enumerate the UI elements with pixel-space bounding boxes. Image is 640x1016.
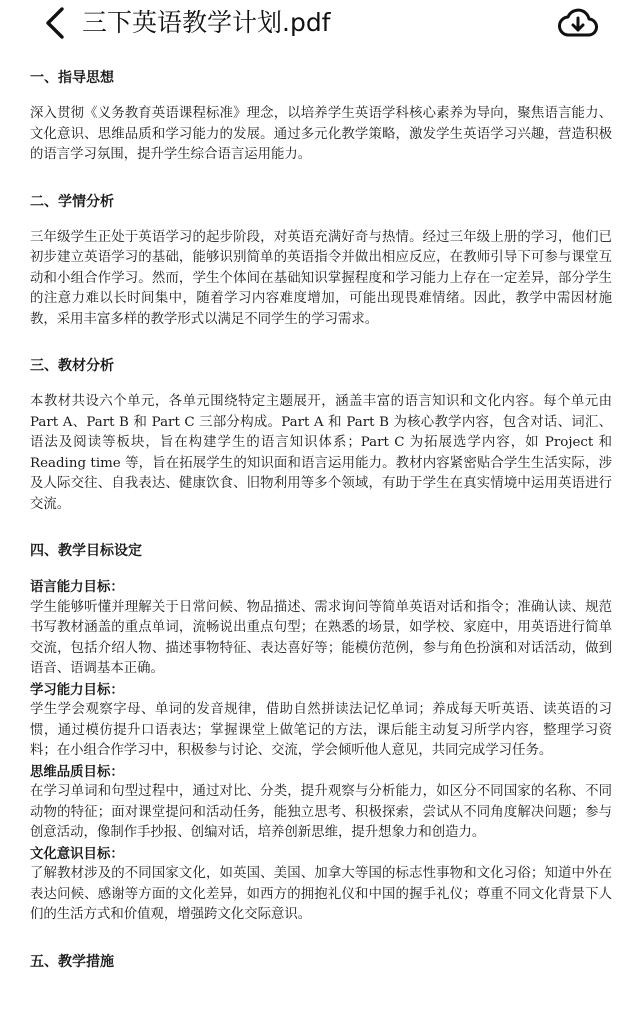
section-heading-guiding: 一、指导思想 bbox=[30, 70, 114, 86]
back-button[interactable] bbox=[38, 6, 72, 40]
chevron-left-icon bbox=[44, 6, 66, 40]
section-text-students: 三年级学生正处于英语学习的起步阶段，对英语充满好奇与热情。经过三年级上册的学习，他们已初步建立英语学习的基础，能够识别简单的英语指令并做出相应反应，在教师引导下可参与课堂互动和小组合作学习。然而，学生个体间在基础知识掌握程度和学习能力上存在一定差异，部分学生的注意力难以长时间集中，随着学习内容难度增加，可能出现畏难情绪。因此，教学中需因材施教，采用丰富多样的教学形式以满足不同学生的学习需求。 bbox=[30, 229, 612, 327]
section-heading-students: 二、学情分析 bbox=[30, 193, 114, 210]
goal-text-culture: 了解教材涉及的不同国家文化，如英国、美国、加拿大等国的标志性事物和文化习俗；知道中外在表达问候、感谢等方面的文化差异，如西方的拥抱礼仪和中国的握手礼仪；尊重不同文化背景下人们的生活方式和价值观，增强跨文化交际意识。 bbox=[30, 866, 612, 922]
section-heading-measures: 五、教学措施 bbox=[30, 953, 114, 970]
goal-title-culture: 文化意识目标： bbox=[30, 845, 124, 862]
document-body[interactable] bbox=[30, 68, 612, 972]
goal-text-language: 学生能够听懂并理解关于日常问候、物品描述、需求询问等简单英语对话和指令；准确认读、规范书写教材涵盖的重点单词，流畅说出重点句型；在熟悉的场景，如学校、家庭中，用英语进行简单交流，包括介绍人物、描述事物特征、表达喜好等；能模仿范例，参与角色扮演和对话活动，做到语音、语调基本正确。 bbox=[30, 599, 612, 676]
section-text-guiding: 深入贯彻《义务教育英语课程标准》理念，以培养学生英语学科核心素养为导向，聚焦语言能力、文化意识、思维品质和学习能力的发展。通过多元化教学策略，激发学生英语学习兴趣，营造积极的语言学习氛围，提升学生综合语言运用能力。 bbox=[30, 106, 612, 162]
section-heading-goals: 四、教学目标设定 bbox=[30, 543, 142, 559]
document-title: 三下英语教学计划.pdf bbox=[82, 8, 331, 37]
goal-title-language: 语言能力目标： bbox=[30, 579, 124, 595]
cloud-download-icon bbox=[558, 6, 598, 40]
goal-text-thinking: 在学习单词和句型过程中，通过对比、分类，提升观察与分析能力，如区分不同国家的名称、不同动物的特征；面对课堂提问和活动任务，能独立思考、积极探索，尝试从不同角度解决问题；参与创意活动，像制作手抄报、创编对话，培养创新思维，提升想象力和创造力。 bbox=[30, 784, 612, 840]
section-text-textbook: 本教材共设六个单元，各单元围绕特定主题展开，涵盖丰富的语言知识和文化内容。每个单元由 Part A、Part B 和 Part C 三部分构成。Part A 和 Part B 为核心教学内容，包含对话、词汇、语法及阅读等板块，旨在构建学生的语言知识体系；Part C 为拓展选学内容，如 Project 和 Reading time 等，旨在拓展学生的知识面和语言运用能力。教材内容紧密贴合学生生活实际，涉及人际交往、自我表达、健康饮食、旧物利用等多个领域，有助于学生在真实情境中运用英语进行交流。 bbox=[30, 394, 612, 512]
goal-title-learning: 学习能力目标： bbox=[30, 681, 124, 698]
section-heading-textbook: 三、教材分析 bbox=[30, 358, 114, 374]
top-bar bbox=[0, 0, 640, 50]
goal-text-learning: 学生学会观察字母、单词的发音规律，借助自然拼读法记忆单词；养成每天听英语、读英语的习惯，通过模仿提升口语表达；掌握课堂上做笔记的方法，课后能主动复习所学内容，整理学习资料；在小组合作学习中，积极参与讨论、交流，学会倾听他人意见，共同完成学习任务。 bbox=[30, 702, 612, 758]
cloud-download-button[interactable] bbox=[558, 4, 598, 42]
goal-title-thinking: 思维品质目标： bbox=[30, 763, 124, 780]
